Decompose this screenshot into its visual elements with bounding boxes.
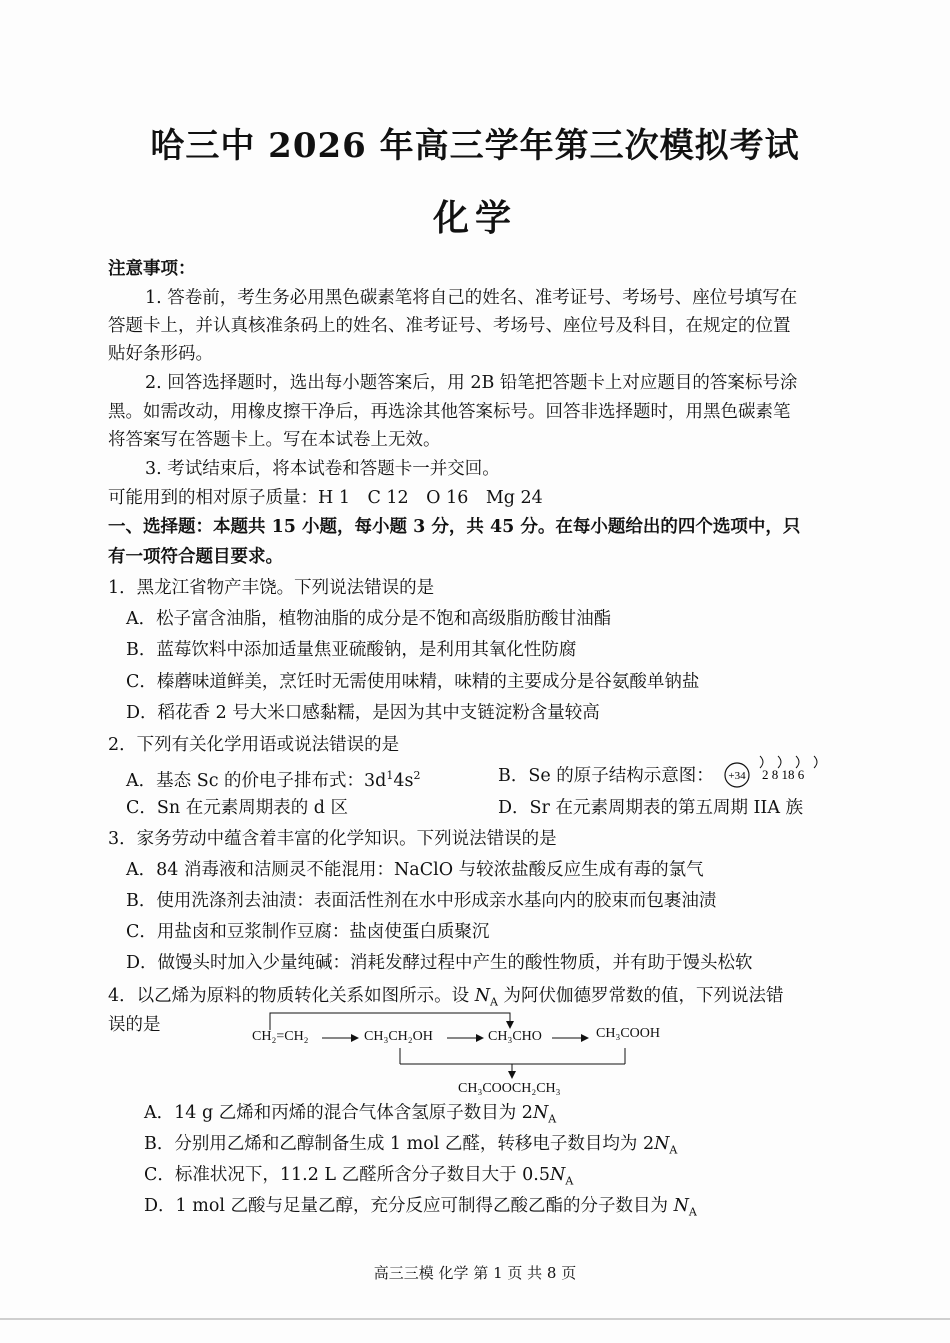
- q4-c-na: N: [550, 1165, 566, 1185]
- q4-option-d: [144, 1194, 697, 1225]
- q2-option-a: [126, 764, 421, 793]
- q4-d-text: D．1 mol 乙酸与足量乙醇，充分反应可制得乙酸乙酯的分子数目为: [144, 1196, 674, 1216]
- notice-heading: 注意事项：: [108, 259, 196, 279]
- q1-option-b: B．蓝莓饮料中添加适量焦亚硫酸钠，是利用其氧化性防腐: [126, 640, 577, 660]
- atomic-mass-line: 可能用到的相对原子质量：H 1 C 12 O 16 Mg 24: [108, 488, 543, 508]
- se-nucleus-label: +34: [728, 770, 746, 782]
- chem-ethyl-acetate: CH₃COOCH₂CH₃: [458, 1081, 561, 1096]
- notice-item2-line2: 黑。如需改动，用橡皮擦干净后，再选涂其他答案标号。回答非选择题时，用黑色碳素笔: [108, 402, 791, 422]
- notice-item1-line3: 贴好条形码。: [108, 344, 213, 364]
- q1-stem: 1．黑龙江省物产丰饶。下列说法错误的是: [108, 578, 435, 598]
- q2-option-b: B．Se 的原子结构示意图：: [498, 766, 714, 786]
- chem-ethanol: CH₃CH₂OH: [364, 1029, 433, 1044]
- section1-line2: 有一项符合题目要求。: [108, 547, 283, 567]
- q4-stem-post: 为阿伏伽德罗常数的值，下列说法错: [497, 986, 784, 1006]
- q2-a-mid: 4s: [393, 770, 414, 791]
- notice-item2-line1: 2. 回答选择题时，选出每小题答案后，用 2B 铅笔把答题卡上对应题目的答案标号涂: [145, 373, 798, 393]
- q4-c-text: C．标准状况下，11.2 L 乙醛所含分子数目大于 0.5: [144, 1165, 550, 1185]
- q3-option-a: A．84 消毒液和洁厕灵不能混用：NaClO 与较浓盐酸反应生成有毒的氯气: [126, 860, 704, 880]
- q4-stem-pre: 4．以乙烯为原料的物质转化关系如图所示。设: [108, 986, 475, 1006]
- chem-acetic-acid: CH₃COOH: [596, 1026, 660, 1041]
- q4-b-text: B．分别用乙烯和乙醇制备生成 1 mol 乙醛，转移电子数目均为 2: [144, 1134, 655, 1154]
- q3-option-c: C．用盐卤和豆浆制作豆腐：盐卤使蛋白质聚沉: [126, 922, 490, 942]
- exam-title: 哈三中 2026 年高三学年第三次模拟考试: [150, 126, 800, 166]
- q4-option-a: [144, 1101, 556, 1132]
- q2-option-d: D．Sr 在元素周期表的第五周期 IIA 族: [498, 798, 804, 818]
- q2-option-c: C．Sn 在元素周期表的 d 区: [126, 798, 349, 818]
- notice-item2-line3: 将答案写在答题卡上。写在本试卷上无效。: [108, 430, 441, 450]
- q3-stem: 3．家务劳动中蕴含着丰富的化学知识。下列说法错误的是: [108, 829, 557, 849]
- q4-a-na: N: [532, 1103, 549, 1123]
- bottom-divider: [0, 1318, 950, 1320]
- q2-a-sup1: 1: [386, 769, 394, 782]
- q4-na-sub: A: [490, 995, 498, 1009]
- se-atom-structure-diagram: [722, 750, 832, 800]
- q4-c-na-sub: A: [565, 1174, 574, 1188]
- chem-ethylene: CH₂=CH₂: [252, 1029, 309, 1044]
- q2-a-text: A．基态 Sc 的价电子排布式：3d: [126, 770, 387, 791]
- q4-d-na: N: [673, 1196, 689, 1216]
- notice-item1-line1: 1. 答卷前，考生务必用黑色碳素笔将自己的姓名、准考证号、考场号、座位号填写在: [145, 288, 798, 308]
- q4-b-na: N: [654, 1134, 670, 1154]
- chem-acetaldehyde: CH₃CHO: [488, 1029, 542, 1044]
- q4-a-na-sub: A: [548, 1112, 557, 1126]
- se-electron-shells: 2 8 18 6: [762, 767, 805, 782]
- notice-item1-line2: 答题卡上，并认真核准条码上的姓名、准考证号、考场号、座位号及科目，在规定的位置: [108, 316, 791, 336]
- q2-stem: 2．下列有关化学用语或说法错误的是: [108, 735, 400, 755]
- notice-item3: 3. 考试结束后，将本试卷和答题卡一并交回。: [145, 459, 500, 479]
- q4-option-c: [144, 1163, 573, 1194]
- section1-line1: 一、选择题：本题共 15 小题，每小题 3 分，共 45 分。在每小题给出的四个选项中，只: [108, 517, 801, 537]
- q1-option-a: A．松子富含油脂，植物油脂的成分是不饱和高级脂肪酸甘油酯: [126, 609, 612, 629]
- q2-a-sup2: 2: [413, 769, 421, 782]
- q4-b-na-sub: A: [669, 1143, 678, 1157]
- q4-na-symbol: N: [474, 986, 491, 1006]
- q4-stem-line2: 误的是: [108, 1015, 161, 1035]
- subject-title: 化学: [432, 197, 517, 239]
- q1-option-d: D．稻花香 2 号大米口感黏糯，是因为其中支链淀粉含量较高: [126, 703, 600, 723]
- q4-d-na-sub: A: [688, 1205, 697, 1219]
- page-footer: 高三三模 化学 第 1 页 共 8 页: [373, 1264, 577, 1282]
- q3-option-d: D．做馒头时加入少量纯碱：消耗发酵过程中产生的酸性物质，并有助于馒头松软: [126, 953, 753, 973]
- q3-option-b: B．使用洗涤剂去油渍：表面活性剂在水中形成亲水基向内的胶束而包裹油渍: [126, 891, 717, 911]
- q1-option-c: C．榛蘑味道鲜美，烹饪时无需使用味精，味精的主要成分是谷氨酸单钠盐: [126, 672, 700, 692]
- q4-option-b: [144, 1132, 677, 1163]
- q4-a-text: A．14 g 乙烯和丙烯的混合气体含氢原子数目为 2: [144, 1103, 533, 1123]
